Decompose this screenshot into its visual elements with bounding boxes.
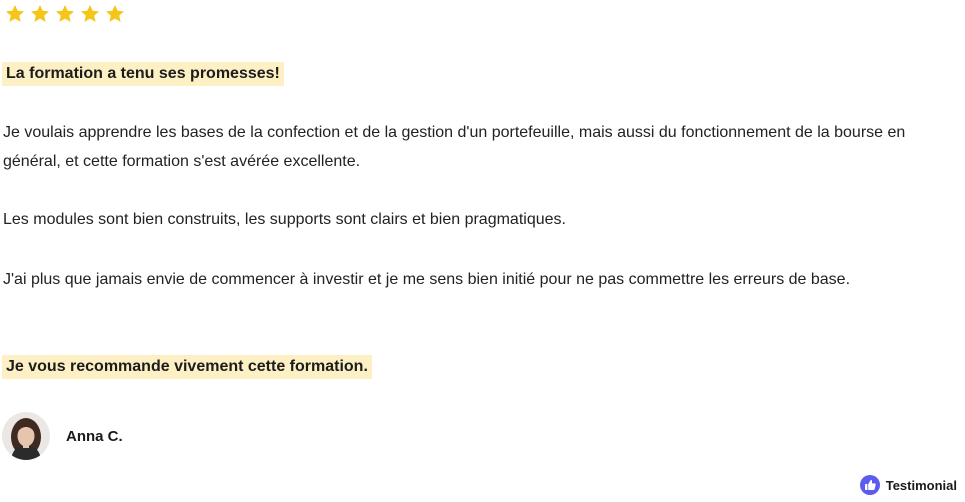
review-headline: La formation a tenu ses promesses! <box>2 62 284 86</box>
author-name: Anna C. <box>66 427 123 445</box>
review-paragraph: Je voulais apprendre les bases de la confection et de la gestion d'un portefeuille, mais aussi du fonctionnement de la bourse en général, et cette formation s'est avérée excellente. <box>3 124 906 170</box>
star-icon <box>29 3 51 25</box>
author <box>2 412 123 460</box>
testimonial-badge[interactable] <box>860 475 957 495</box>
review-paragraph: Les modules sont bien construits, les supports sont clairs et bien pragmatiques. <box>3 211 566 228</box>
review-closing: Je vous recommande vivement cette formation. <box>2 355 372 379</box>
review-paragraph: J'ai plus que jamais envie de commencer à investir et je me sens bien initié pour ne pas commettre les erreurs de base. <box>3 271 851 288</box>
thumbs-up-icon <box>860 475 880 495</box>
star-icon <box>79 3 101 25</box>
star-icon <box>54 3 76 25</box>
star-icon <box>4 3 26 25</box>
badge-label: Testimonial <box>885 477 957 493</box>
star-icon <box>104 3 126 25</box>
star-rating <box>4 3 126 25</box>
avatar <box>2 412 50 460</box>
